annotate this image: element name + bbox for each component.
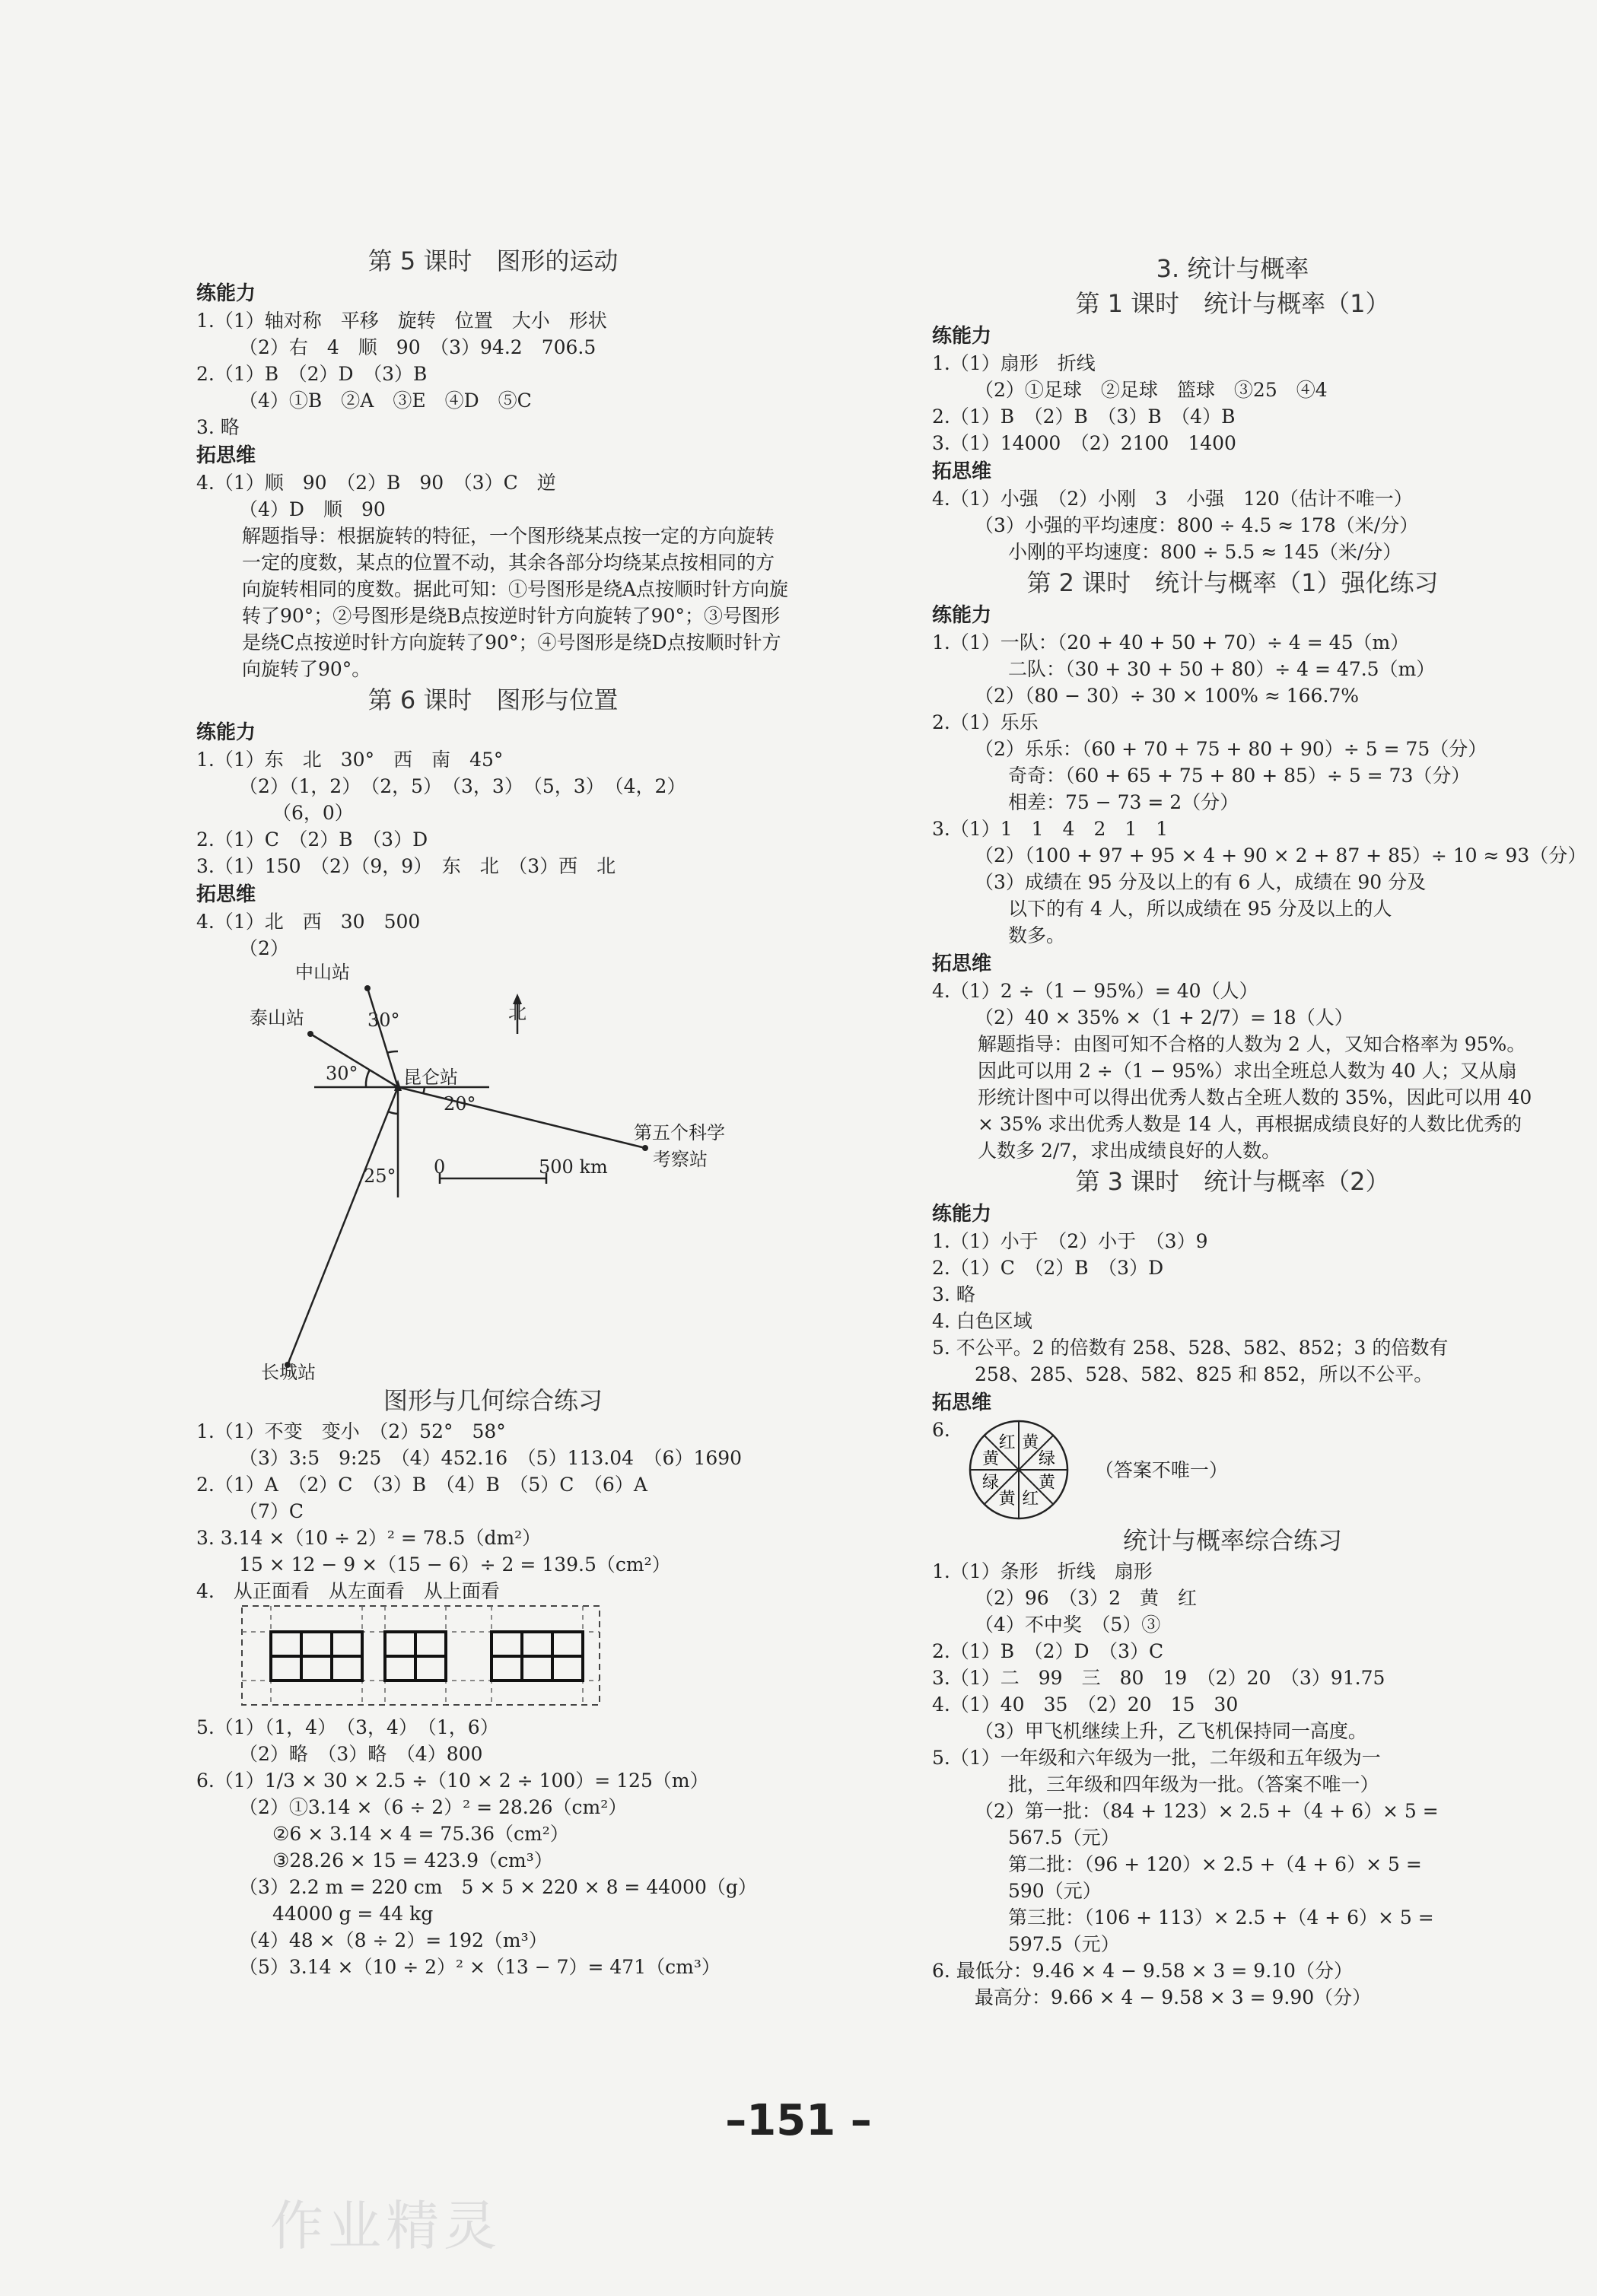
label-zhongshan: 中山站 xyxy=(295,962,350,983)
answer-line: 567.5（元） xyxy=(1008,1827,1120,1849)
wheel-note: （答案不唯一） xyxy=(1094,1458,1228,1481)
answer-line: 2.（1）A （2）C （3）B （4）B （5）C （6）A xyxy=(196,1474,647,1496)
section-label: 拓思维 xyxy=(932,460,992,483)
answer-line: 数多。 xyxy=(1008,924,1066,946)
answer-line: （4）48 ×（8 ÷ 2）= 192（m³） xyxy=(239,1929,548,1951)
answer-line: 1.（1）轴对称 平移 旋转 位置 大小 形状 xyxy=(196,310,607,332)
answer-line: ③28.26 × 15 = 423.9（cm³） xyxy=(272,1849,553,1871)
watermark: 作业精灵 xyxy=(270,2195,501,2257)
answer-line: 4.（1）40 35 （2）20 15 30 xyxy=(932,1693,1239,1716)
answer-line: （2）①3.14 ×（6 ÷ 2）² = 28.26（cm²） xyxy=(239,1796,628,1818)
answer-line: 2.（1）B （2）D （3）B xyxy=(196,363,428,385)
wheel-sector-label: 黄 xyxy=(998,1489,1016,1509)
answer-line: 批，三年级和四年级为一批。（答案不唯一） xyxy=(1008,1773,1379,1795)
label-station5: 第五个科学 xyxy=(634,1122,725,1143)
spinner-wheel xyxy=(966,1417,1072,1523)
explanation: 解题指导：由图可知不合格的人数为 2 人，又知合格率为 95%。因此可以用 2 ÷（1 − 95%）求出全班总人数为 40 人；又从扇形统计图中可以得出优秀人数占全班人数的 35%，因此可以用 40 × 35% 求出优秀人数是 14 人，再根据成绩良好的人数比优秀的人数多 2/7，求出成绩良好的人数。 xyxy=(978,1033,1532,1162)
answer-line: 4.（1）2 ÷（1 − 95%）= 40（人） xyxy=(932,980,1258,1002)
label-angle: 30° xyxy=(326,1063,358,1084)
answer-line: （2）（1，2） （2，5） （3，3） （5，3） （4，2） xyxy=(239,775,686,797)
answer-line: 以下的有 4 人，所以成绩在 95 分及以上的人 xyxy=(1008,898,1392,920)
scale-label: 0 xyxy=(434,1156,446,1178)
answer-line: 3. 略 xyxy=(196,416,240,438)
station-dot xyxy=(642,1145,648,1151)
answer-line: 4.（1）顺 90 （2）B 90 （3）C 逆 xyxy=(196,472,556,494)
answer-line: 第二批：（96 + 120）× 2.5 +（4 + 6）× 5 = xyxy=(1008,1853,1422,1875)
label-north: 北 xyxy=(508,1002,527,1023)
section-label: 拓思维 xyxy=(932,1391,992,1414)
scale-label: 500 km xyxy=(539,1156,608,1178)
answer-line: 590（元） xyxy=(1008,1880,1102,1902)
ray-changcheng xyxy=(288,1087,398,1365)
page-number: –151 – xyxy=(725,2096,872,2145)
answer-line: 2.（1）乐乐 xyxy=(932,711,1039,733)
answer-line: （7）C xyxy=(239,1500,304,1522)
answer-line: （3）2.2 m = 220 cm 5 × 5 × 220 × 8 = 44000（g） xyxy=(239,1876,757,1898)
answer-line: （2）略 （3）略 （4）800 xyxy=(239,1743,483,1765)
answer-number: 6. xyxy=(932,1419,950,1441)
answer-line: 3.（1）14000 （2）2100 1400 xyxy=(932,432,1236,454)
section-label: 练能力 xyxy=(932,604,992,627)
answer-line: 第三批：（106 + 113）× 2.5 +（4 + 6）× 5 = xyxy=(1008,1906,1434,1929)
section-label: 拓思维 xyxy=(932,952,992,975)
answer-line: 4.（1）北 西 30 500 xyxy=(196,911,421,933)
answer-line: 2.（1）C （2）B （3）D xyxy=(932,1257,1164,1279)
answer-line: 2.（1）B （2）B （3）B （4）B xyxy=(932,405,1236,428)
angle-arc xyxy=(388,1111,398,1114)
answer-line: （3）成绩在 95 分及以上的有 6 人，成绩在 90 分及 xyxy=(975,871,1427,893)
answer-line: 15 × 12 − 9 ×（15 − 6）÷ 2 = 139.5（cm²） xyxy=(239,1553,671,1576)
label-kunlun: 昆仑站 xyxy=(403,1067,458,1088)
answer-line: 3.（1）150 （2）（9，9） 东 北 （3）西 北 xyxy=(196,855,616,877)
answer-line: 1.（1）扇形 折线 xyxy=(932,352,1096,374)
answer-line: 3.（1）二 99 三 80 19 （2）20 （3）91.75 xyxy=(932,1667,1385,1689)
answer-line: 1.（1）一队：（20 + 40 + 50 + 70）÷ 4 = 45（m） xyxy=(932,631,1410,654)
answer-line: （3）3:5 9:25 （4）452.16 （5）113.04 （6）1690 xyxy=(239,1447,743,1469)
answer-line: 4.（1）小强 （2）小刚 3 小强 120（估计不唯一） xyxy=(932,488,1413,510)
wheel-sector-label: 黄 xyxy=(1022,1433,1039,1453)
answer-line: 1.（1）不变 变小 （2）52° 58° xyxy=(196,1420,506,1442)
answer-line: 4. 从正面看 从左面看 从上面看 xyxy=(196,1580,500,1602)
answer-line: 3. 略 xyxy=(932,1283,975,1305)
unit3-heading: 3. 统计与概率 xyxy=(1156,254,1309,283)
left-column xyxy=(196,243,790,1980)
explanation: 解题指导：根据旋转的特征，一个图形绕某点按一定的方向旋转一定的度数，某点的位置不动，其余各部分均绕某点按相同的方向旋转相同的度数。据此可知：①号图形是绕A点按顺时针方向旋转了90°；②号图形是绕B点按逆时针方向旋转了90°；③号图形是绕C点按逆时针方向旋转了90°；④号图形是绕D点按顺时针方向旋转了90°。 xyxy=(242,525,789,680)
answer-line: （3）小强的平均速度：800 ÷ 4.5 ≈ 178（米/分） xyxy=(975,514,1419,536)
lesson5-heading: 第 5 课时 图形的运动 xyxy=(367,246,619,275)
ray-station5 xyxy=(398,1087,645,1148)
answer-line: 4. 白色区域 xyxy=(932,1310,1032,1332)
answer-line: （4）①B ②A ③E ④D ⑤C xyxy=(239,390,532,412)
answer-line: 597.5（元） xyxy=(1008,1933,1120,1955)
answer-line: （2）第一批：（84 + 123）× 2.5 +（4 + 6）× 5 = xyxy=(975,1800,1439,1822)
answer-line: 相差：75 − 73 = 2（分） xyxy=(1008,791,1239,813)
label-angle: 30° xyxy=(367,1010,400,1031)
wheel-sector-label: 红 xyxy=(998,1433,1016,1453)
answer-line: 二队：（30 + 30 + 50 + 80）÷ 4 = 47.5（m） xyxy=(1008,658,1436,680)
wheel-sector-label: 黄 xyxy=(981,1449,999,1469)
station-dot xyxy=(364,985,371,991)
answer-line: 3. 3.14 ×（10 ÷ 2）² = 78.5（dm²） xyxy=(196,1527,542,1549)
answer-line: （2） xyxy=(239,937,289,959)
r-lesson3-heading: 第 3 课时 统计与概率（2） xyxy=(1075,1167,1390,1196)
wheel-sector-label: 黄 xyxy=(1038,1473,1055,1493)
answer-line: 5. 不公平。2 的倍数有 258、528、582、852；3 的倍数有 xyxy=(932,1337,1449,1359)
answer-line: 1.（1）小于 （2）小于 （3）9 xyxy=(932,1230,1208,1252)
answer-line: （2）（100 + 97 + 95 × 4 + 90 × 2 + 87 + 85）÷ 10 ≈ 93（分） xyxy=(975,844,1587,867)
section-label: 拓思维 xyxy=(196,883,256,906)
wheel-sector-label: 绿 xyxy=(981,1473,999,1493)
answer-line: 小刚的平均速度：800 ÷ 5.5 ≈ 145（米/分） xyxy=(1008,541,1402,563)
answer-line: （2）①足球 ②足球 篮球 ③25 ④4 xyxy=(975,379,1328,401)
answer-line: （6，0） xyxy=(272,802,354,824)
answer-line: 258、285、528、582、825 和 852，所以不公平。 xyxy=(975,1363,1433,1385)
r-lesson2-heading: 第 2 课时 统计与概率（1）强化练习 xyxy=(1026,568,1439,597)
wheel-sector-label: 红 xyxy=(1022,1489,1039,1509)
answer-line: 5.（1）（1，4） （3，4） （1，6） xyxy=(196,1716,499,1738)
answer-line: 1.（1）东 北 30° 西 南 45° xyxy=(196,749,504,771)
answer-line: （3）甲飞机继续上升，乙飞机保持同一高度。 xyxy=(975,1720,1367,1742)
answer-line: 1.（1）条形 折线 扇形 xyxy=(932,1560,1153,1582)
angle-arc xyxy=(387,1051,398,1053)
answer-line: 奇奇：（60 + 65 + 75 + 80 + 85）÷ 5 = 73（分） xyxy=(1008,765,1471,787)
label-taishan: 泰山站 xyxy=(250,1007,304,1029)
section-label: 练能力 xyxy=(196,721,256,744)
lesson6-heading: 第 6 课时 图形与位置 xyxy=(367,685,619,714)
wheel-sector-label: 绿 xyxy=(1038,1449,1055,1469)
angle-arc xyxy=(366,1070,370,1087)
section-label: 练能力 xyxy=(932,325,992,348)
wheel-answer xyxy=(932,1417,1533,1523)
station-dot xyxy=(307,1031,313,1037)
answer-line: 2.（1）C （2）B （3）D xyxy=(196,828,428,851)
answer-line: （2）右 4 顺 90 （3）94.2 706.5 xyxy=(239,336,596,358)
geometry-heading: 图形与几何综合练习 xyxy=(383,1386,603,1415)
answer-line: 5.（1）一年级和六年级为一批，二年级和五年级为一 xyxy=(932,1747,1381,1769)
r-summary-heading: 统计与概率综合练习 xyxy=(1122,1526,1342,1555)
label-station5: 考察站 xyxy=(653,1149,708,1170)
station-map-diagram xyxy=(196,962,790,1380)
label-angle: 20° xyxy=(444,1093,476,1115)
answer-line: ②6 × 3.14 × 4 = 75.36（cm²） xyxy=(272,1823,569,1845)
answer-line: （2）40 × 35% ×（1 + 2/7）= 18（人） xyxy=(975,1006,1354,1029)
answer-line: （4）D 顺 90 xyxy=(239,498,386,520)
answer-line: 最高分：9.66 × 4 − 9.58 × 3 = 9.90（分） xyxy=(975,1986,1372,2008)
section-label: 练能力 xyxy=(932,1203,992,1226)
answer-line: 6.（1）1/3 × 30 × 2.5 ÷（10 × 2 ÷ 100）= 125（m） xyxy=(196,1770,709,1792)
three-view-diagram xyxy=(240,1604,621,1711)
answer-line: 2.（1）B （2）D （3）C xyxy=(932,1640,1164,1662)
answer-line: 6. 最低分：9.46 × 4 − 9.58 × 3 = 9.10（分） xyxy=(932,1960,1353,1982)
label-angle: 25° xyxy=(364,1165,396,1187)
answer-line: （5）3.14 ×（10 ÷ 2）² ×（13 − 7）= 471（cm³） xyxy=(239,1956,721,1978)
answer-line: 44000 g = 44 kg xyxy=(272,1903,434,1925)
angle-arc xyxy=(423,1087,425,1094)
answer-line: 3.（1）1 1 4 2 1 1 xyxy=(932,818,1169,840)
section-label: 拓思维 xyxy=(196,444,256,467)
answer-line: （2）96 （3）2 黄 红 xyxy=(975,1587,1198,1609)
answer-line: （2）（80 − 30）÷ 30 × 100% ≈ 166.7% xyxy=(975,685,1360,707)
right-column xyxy=(932,251,1587,2011)
r-lesson1-heading: 第 1 课时 统计与概率（1） xyxy=(1075,289,1390,318)
answer-line: （4）不中奖 （5）③ xyxy=(975,1614,1161,1636)
answer-line: （2）乐乐：（60 + 70 + 75 + 80 + 90）÷ 5 = 75（分） xyxy=(975,738,1487,760)
section-label: 练能力 xyxy=(196,282,256,305)
label-changcheng: 长城站 xyxy=(261,1362,316,1380)
